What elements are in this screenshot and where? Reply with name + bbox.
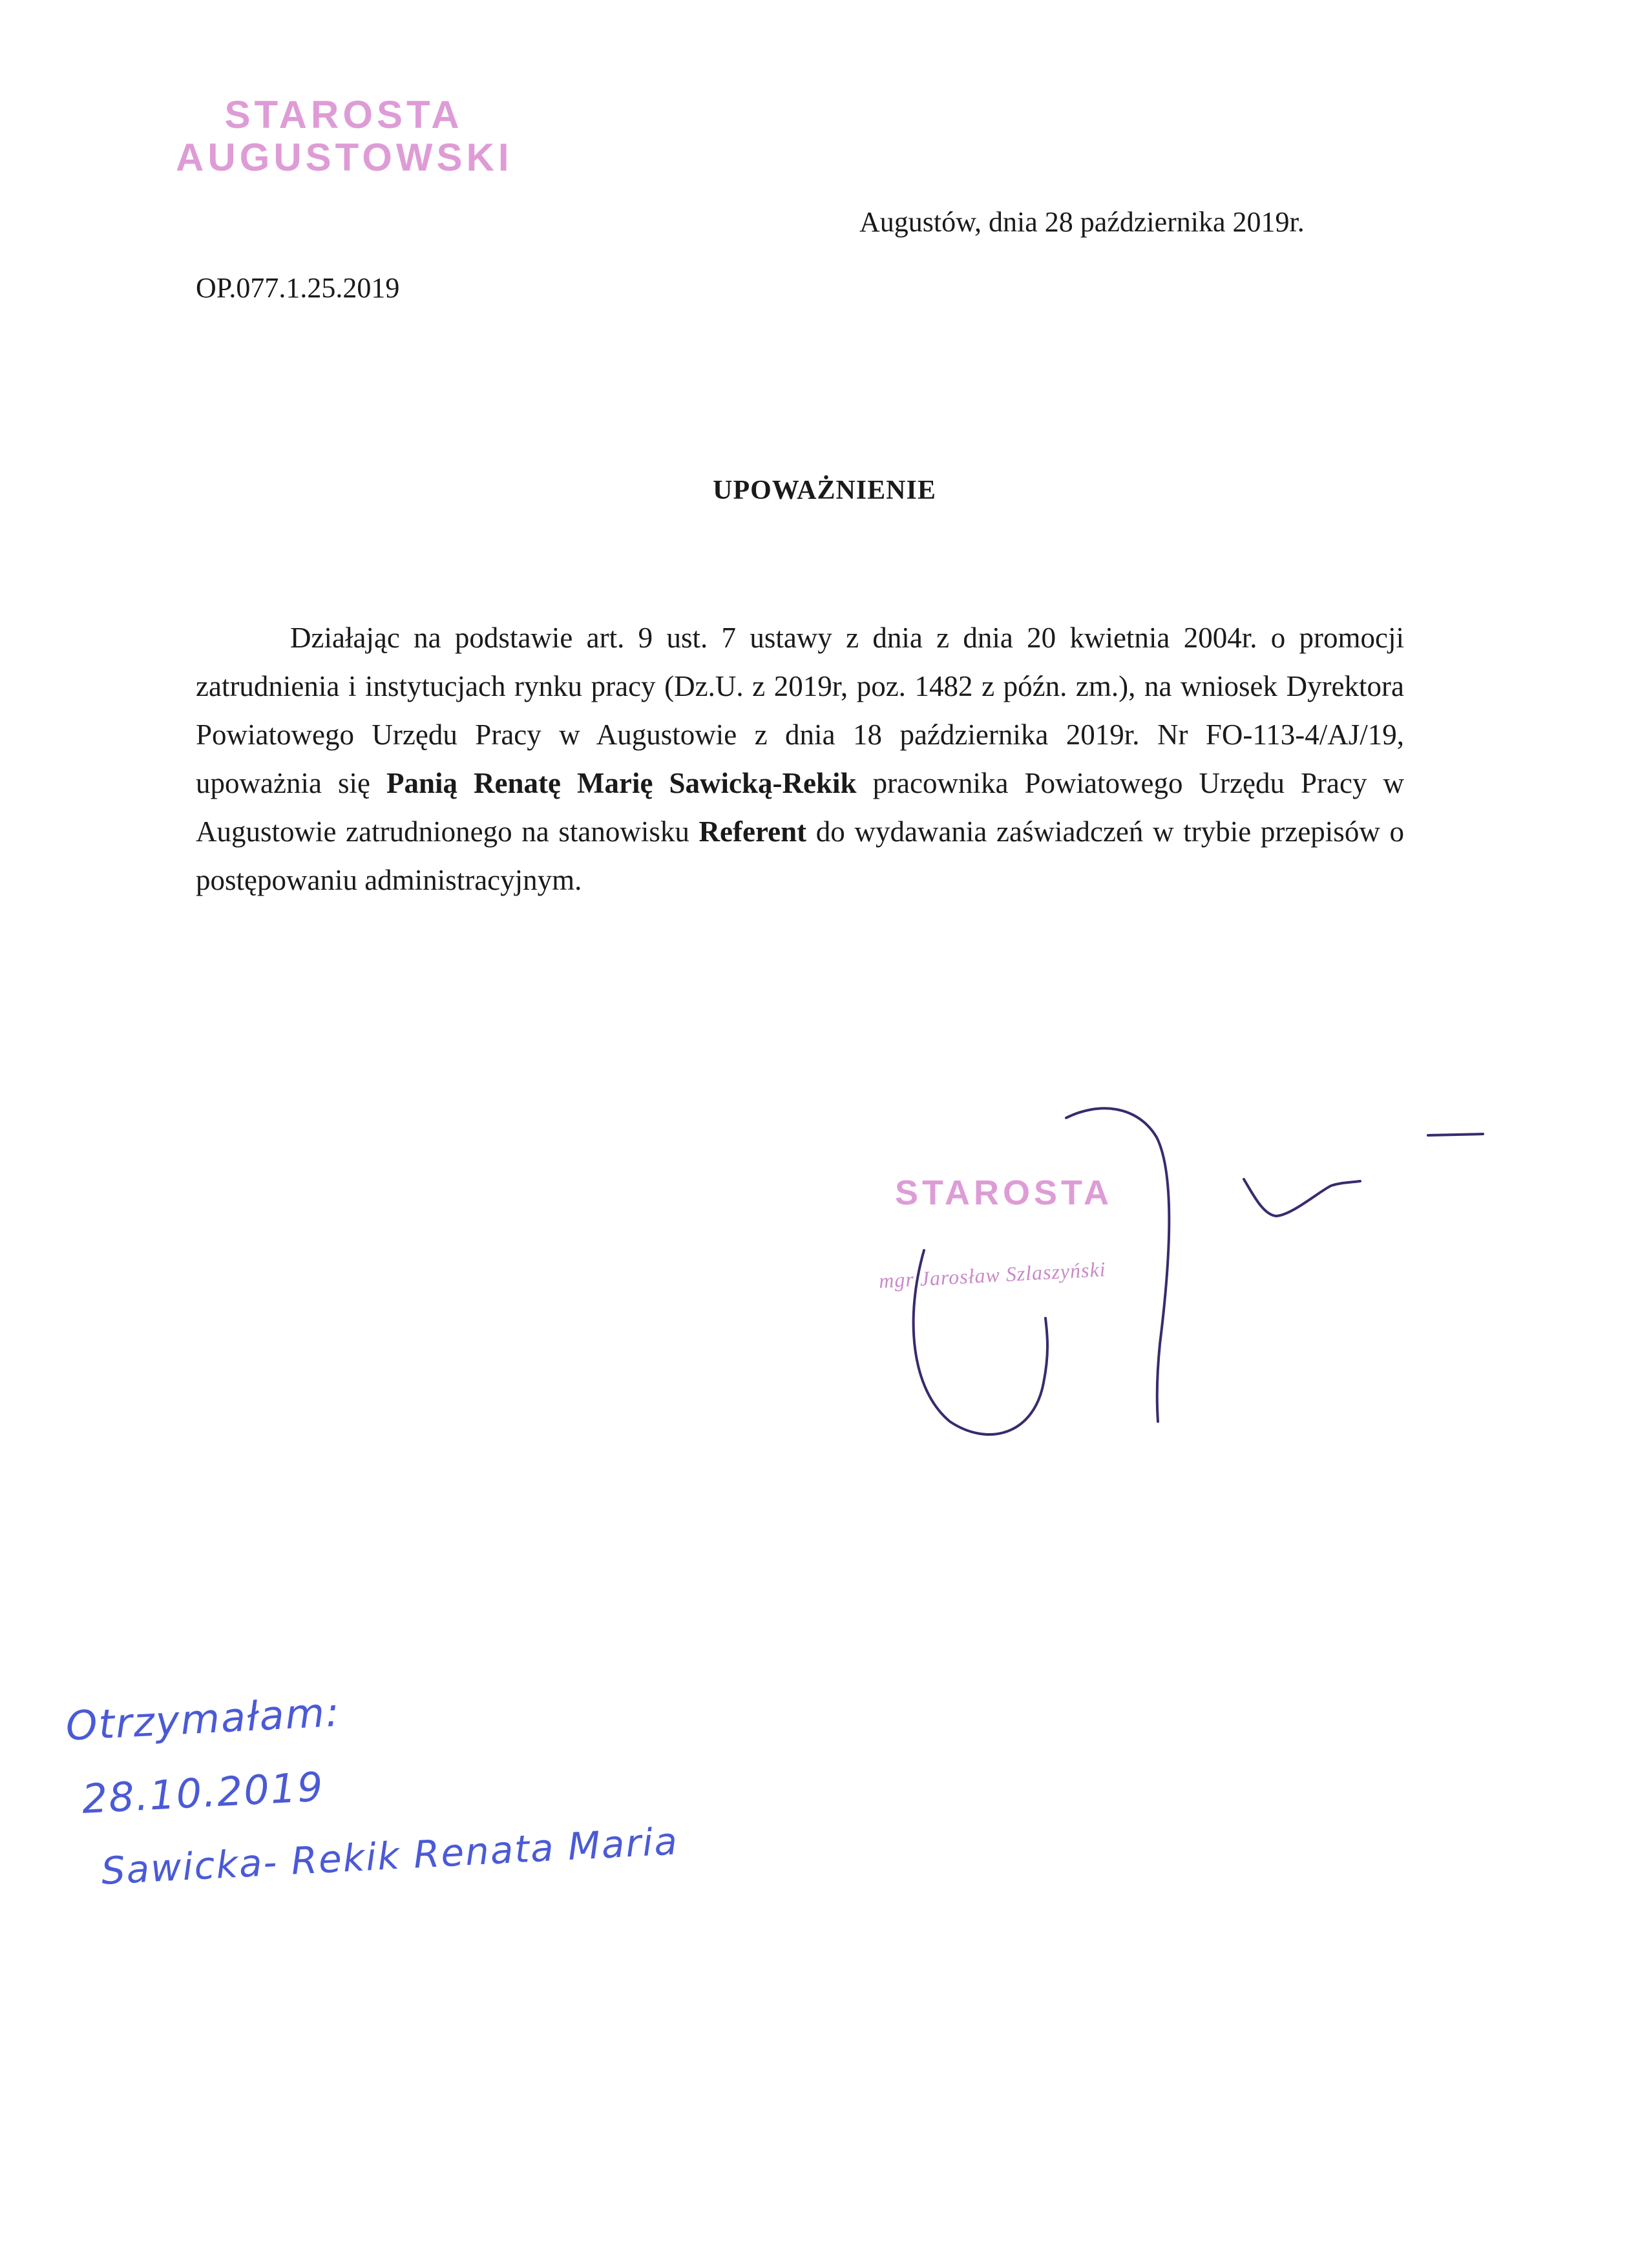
reference-number: OP.077.1.25.2019: [196, 272, 400, 304]
body-text-before: Działając na podstawie art. 9 ust. 7 ustawy z dnia z dnia 20 kwietnia 2004r. o promocji zatrudnienia i instytucjach rynku pracy (Dz.U. z 2019r, poz. 1482 z późn. zm.), na wniosek Dyrektora Powiatowego Urzędu Pracy w Augustowie z dnia 18 października 2019r. Nr FO-113-4/AJ/19, upoważnia się: [196, 622, 1404, 799]
document-title: UPOWAŻNIENIE: [713, 476, 936, 505]
place-date: Augustów, dnia 28 października 2019r.: [859, 206, 1305, 238]
header-stamp-line1: STAROSTA: [224, 93, 463, 136]
employee-name: Panią Renatę Marię Sawicką-Rekik: [386, 767, 857, 799]
body-text-end: do wydawania zaświadczeń w trybie przepisów o postępowaniu administracyjnym.: [196, 815, 1404, 896]
signature-stroke: [1066, 1108, 1169, 1422]
signature-stroke: [914, 1250, 1047, 1434]
signature-stamp-title: STAROSTA: [895, 1173, 1113, 1212]
position-name: Referent: [698, 815, 807, 848]
body-text-middle: pracownika Powiatowego Urzędu Pracy w Augustowie zatrudnionego na stanowisku: [196, 767, 1404, 848]
receipt-label: Otrzymałam:: [65, 1688, 342, 1750]
signature-stamp-name: mgr Jarosław Szlaszyński: [878, 1257, 1107, 1293]
signature-stroke: [1244, 1179, 1360, 1216]
header-stamp-line2: AUGUSTOWSKI: [176, 136, 513, 179]
receipt-name: Sawicka- Rekik Renata Maria: [100, 1819, 680, 1893]
receipt-date: 28.10.2019: [81, 1763, 326, 1823]
signature-stroke: [1428, 1134, 1483, 1135]
